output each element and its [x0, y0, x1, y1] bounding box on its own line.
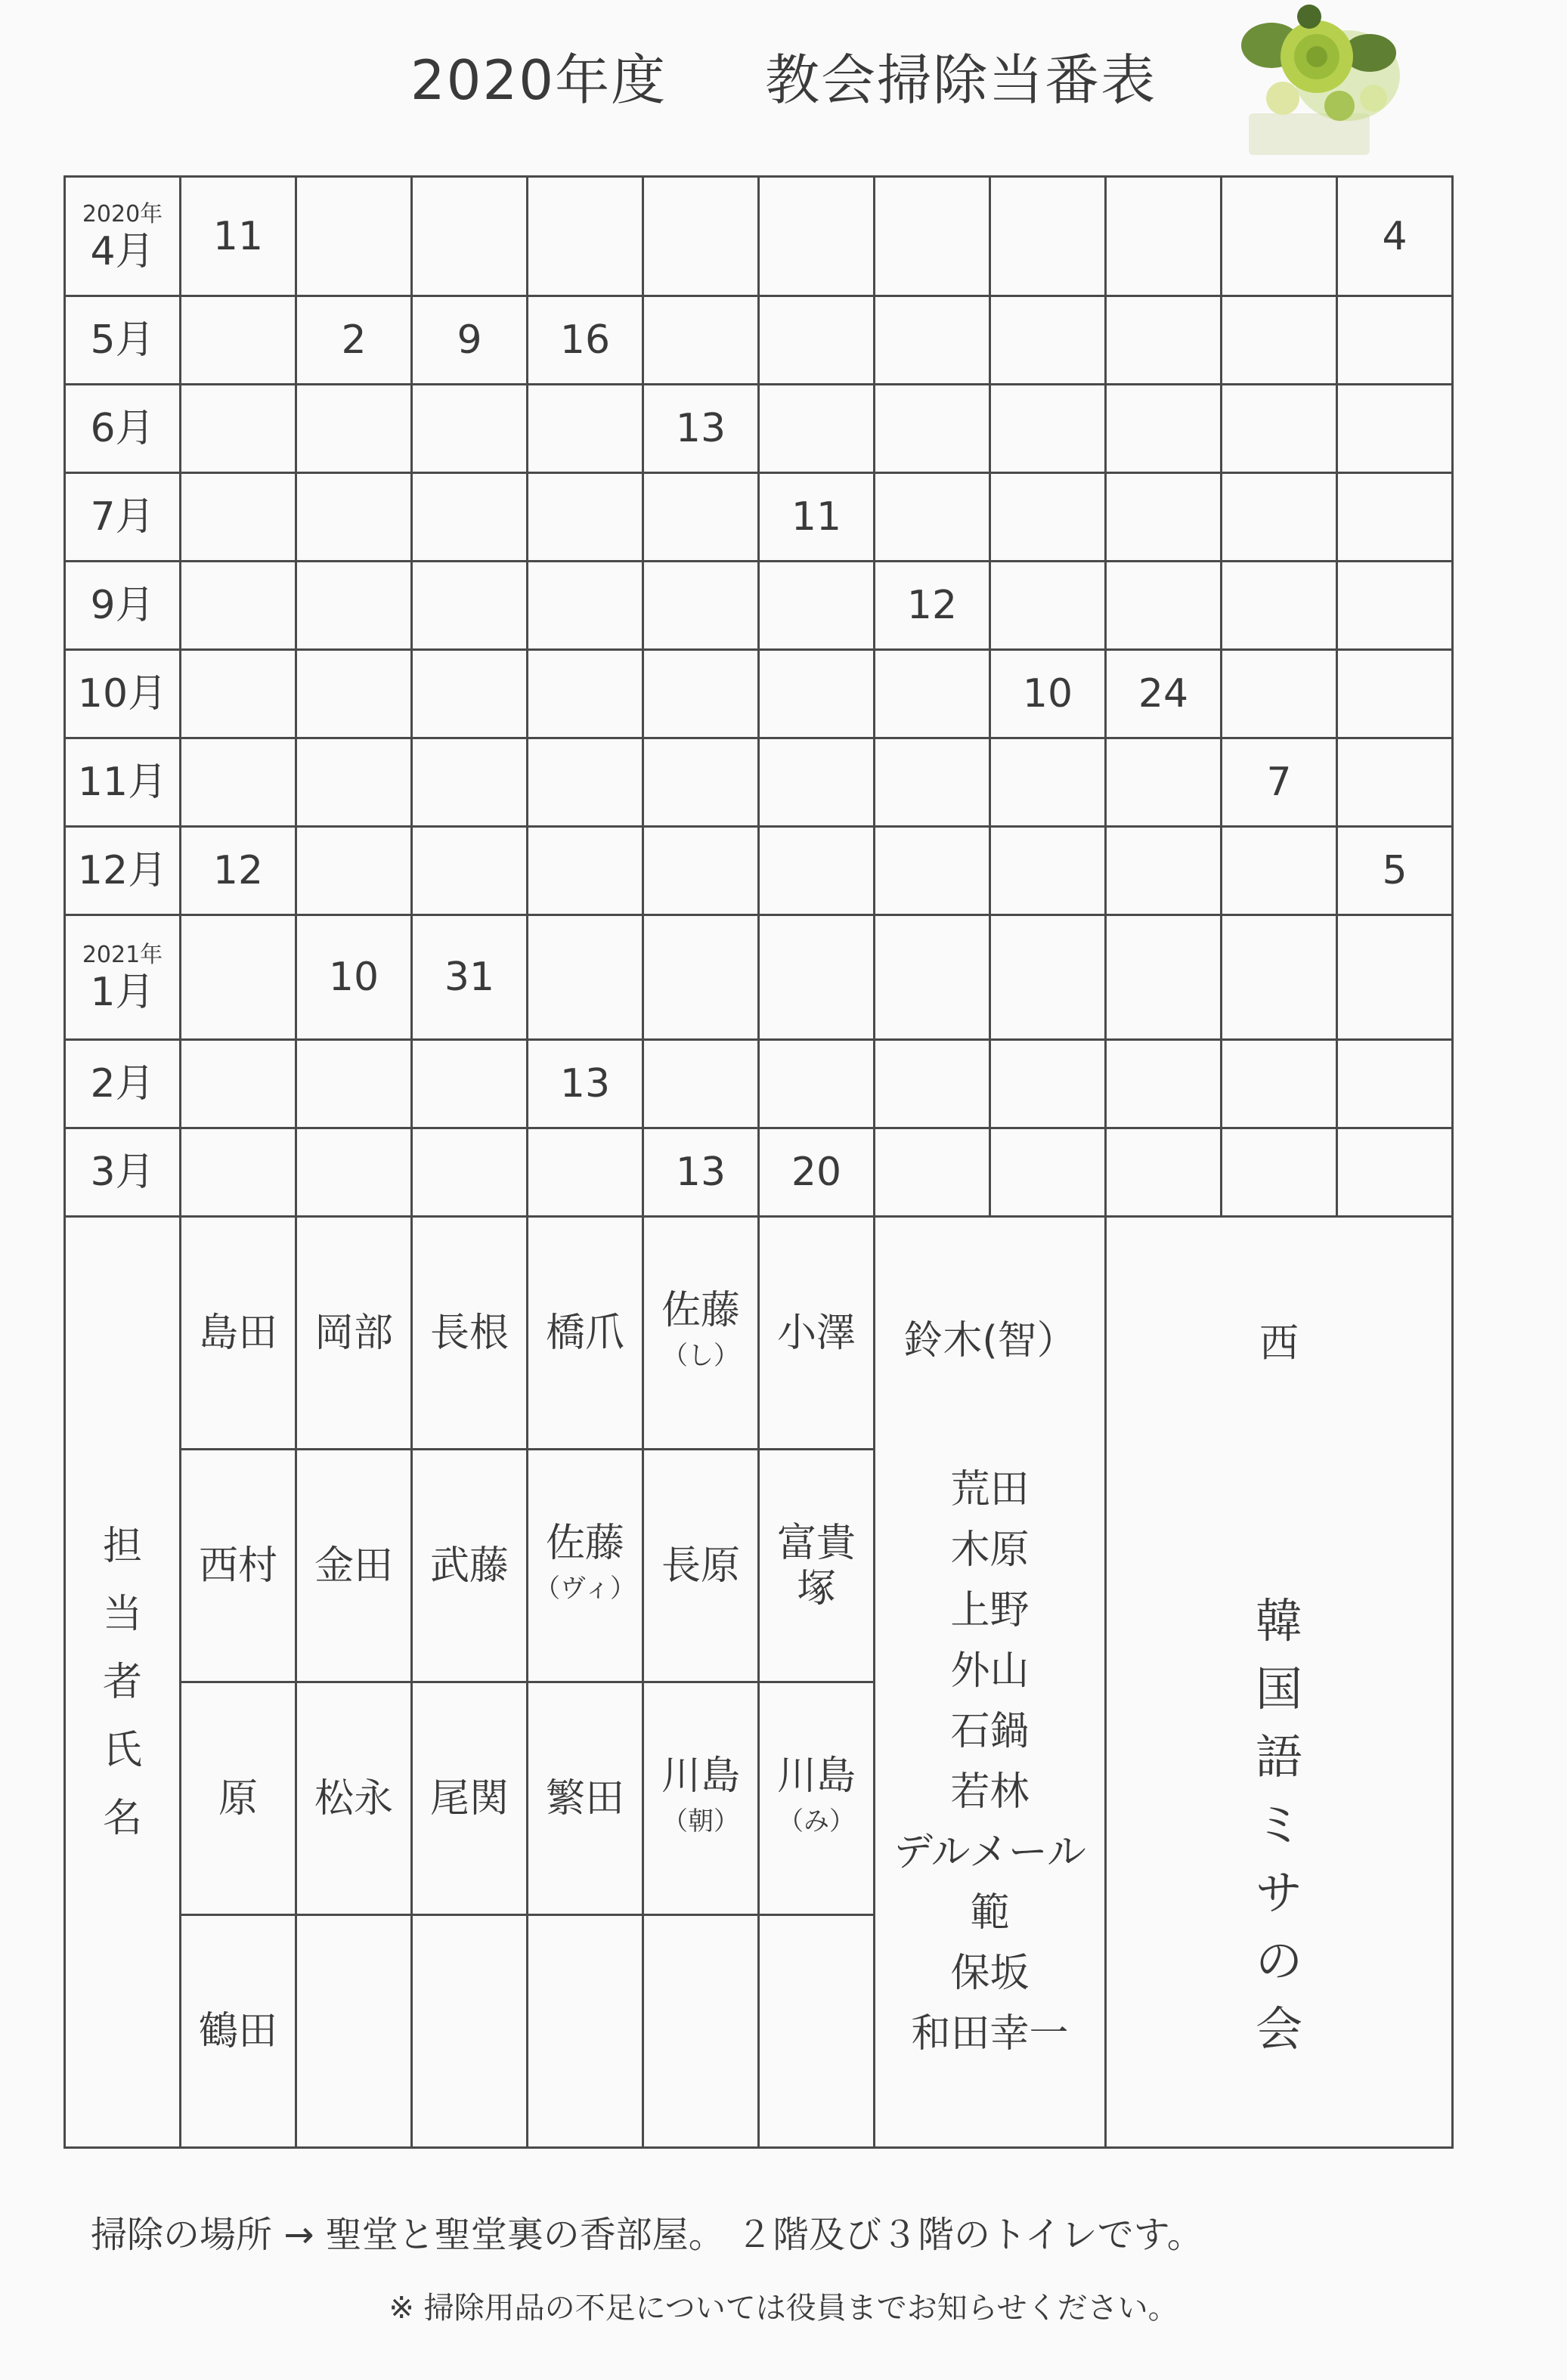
- month-label: 12月: [77, 848, 168, 893]
- names-label-char: 名: [102, 1795, 142, 1841]
- name-cell: 繁田: [528, 1682, 643, 1915]
- duty-date-cell: [643, 738, 759, 827]
- duty-date-cell: [875, 915, 990, 1040]
- duty-date-cell: 10: [990, 650, 1106, 738]
- month-label-cell: [65, 562, 181, 650]
- duty-date-cell: 31: [412, 915, 528, 1040]
- duty-date-cell: [990, 827, 1106, 915]
- duty-date-cell: 13: [643, 385, 759, 473]
- duty-date-cell: [875, 650, 990, 738]
- duty-date-cell: [759, 1040, 875, 1128]
- duty-date-cell: [181, 1040, 296, 1128]
- duty-date-cell: [875, 827, 990, 915]
- duty-date-cell: [1222, 827, 1337, 915]
- duty-date-cell: 9: [412, 296, 528, 385]
- duty-date-cell: [528, 915, 643, 1040]
- korean-group-cell: [1106, 1217, 1453, 2148]
- duty-date-cell: [1222, 296, 1337, 385]
- duty-date-cell: [528, 650, 643, 738]
- duty-date-cell: [1337, 296, 1453, 385]
- duty-date-cell: [296, 473, 412, 562]
- duty-date-cell: [1337, 473, 1453, 562]
- duty-date-cell: [412, 385, 528, 473]
- duty-date-cell: [643, 1040, 759, 1128]
- month-row: [65, 827, 1453, 915]
- duty-date-cell: [181, 473, 296, 562]
- name-cell: 長根: [412, 1217, 528, 1450]
- duty-date-cell: [759, 738, 875, 827]
- month-label-cell: [65, 650, 181, 738]
- duty-date-cell: 7: [1222, 738, 1337, 827]
- duty-date-cell: [1106, 473, 1222, 562]
- duty-date-cell: [1106, 296, 1222, 385]
- duty-date-cell: [643, 650, 759, 738]
- duty-date-cell: [643, 915, 759, 1040]
- duty-date-cell: [990, 385, 1106, 473]
- duty-date-cell: [1106, 562, 1222, 650]
- duty-date-cell: [296, 738, 412, 827]
- names-label-char: 氏: [102, 1727, 142, 1773]
- group-member: 若林: [950, 1769, 1030, 1815]
- duty-date-cell: [412, 738, 528, 827]
- cleaning-location-note: 掃除の場所 → 聖堂と聖堂裏の香部屋。 ２階及び３階のトイレです。: [91, 2214, 1203, 2256]
- duty-date-cell: [1106, 915, 1222, 1040]
- duty-date-cell: [990, 296, 1106, 385]
- duty-date-cell: [990, 1128, 1106, 1217]
- duty-date-cell: [1222, 1128, 1337, 1217]
- name-cell: 松永: [296, 1682, 412, 1915]
- name-cell: 川島 （み）: [759, 1682, 875, 1915]
- duty-date-cell: 2: [296, 296, 412, 385]
- korean-header: 西: [1259, 1321, 1299, 1366]
- korean-group-label: [1107, 1587, 1451, 2063]
- name-cell: 佐藤 （ヴィ）: [528, 1450, 643, 1682]
- names-label-char: 者: [102, 1659, 142, 1705]
- korean-label-char: の: [1255, 1933, 1302, 1988]
- name-cell: 西村: [181, 1450, 296, 1682]
- duty-date-cell: [759, 562, 875, 650]
- duty-date-cell: [181, 1128, 296, 1217]
- group-member: 和田幸一: [911, 2010, 1069, 2057]
- names-label-char: 当: [102, 1591, 142, 1637]
- month-row: [65, 650, 1453, 738]
- duty-date-cell: [643, 177, 759, 296]
- duty-date-cell: 20: [759, 1128, 875, 1217]
- duty-date-cell: [1222, 473, 1337, 562]
- duty-date-cell: [528, 177, 643, 296]
- duty-date-cell: [412, 177, 528, 296]
- name-cell: 尾関: [412, 1682, 528, 1915]
- duty-date-cell: [643, 562, 759, 650]
- duty-date-cell: [990, 1040, 1106, 1128]
- duty-date-cell: [296, 1040, 412, 1128]
- month-row: [65, 177, 1453, 296]
- month-label-cell: [65, 915, 181, 1040]
- duty-date-cell: [528, 1128, 643, 1217]
- duty-date-cell: [528, 385, 643, 473]
- duty-date-cell: [759, 827, 875, 915]
- group-header: 鈴木(智）: [903, 1317, 1076, 1363]
- duty-date-cell: [875, 177, 990, 296]
- duty-date-cell: [990, 177, 1106, 296]
- duty-date-cell: [181, 915, 296, 1040]
- group-member: デルメール: [893, 1829, 1086, 1875]
- duty-date-cell: [296, 385, 412, 473]
- duty-date-cell: [1337, 1040, 1453, 1128]
- empty-name-cell: [412, 1915, 528, 2148]
- names-label: [66, 1512, 179, 1852]
- duty-date-cell: 12: [875, 562, 990, 650]
- duty-date-cell: [875, 1128, 990, 1217]
- duty-date-cell: [1106, 177, 1222, 296]
- duty-date-cell: [181, 562, 296, 650]
- month-label-cell: [65, 1128, 181, 1217]
- month-label-cell: [65, 738, 181, 827]
- korean-label-char: サ: [1255, 1865, 1302, 1920]
- month-row: [65, 1128, 1453, 1217]
- duty-date-cell: [1106, 1040, 1222, 1128]
- group-member: 範: [970, 1889, 1010, 1936]
- month-label-cell: [65, 473, 181, 562]
- month-label: 11月: [77, 760, 168, 805]
- duty-date-cell: [1106, 1128, 1222, 1217]
- duty-date-cell: 5: [1337, 827, 1453, 915]
- duty-date-cell: [875, 738, 990, 827]
- duty-date-cell: [181, 385, 296, 473]
- duty-date-cell: 24: [1106, 650, 1222, 738]
- duty-date-cell: 13: [643, 1128, 759, 1217]
- duty-date-cell: 16: [528, 296, 643, 385]
- name-cell: 小澤: [759, 1217, 875, 1450]
- title-year: 2020年度: [410, 48, 667, 112]
- names-label-char: 担: [102, 1523, 142, 1569]
- duty-date-cell: [296, 650, 412, 738]
- month-row: [65, 296, 1453, 385]
- name-cell: 橋爪: [528, 1217, 643, 1450]
- duty-date-cell: [990, 738, 1106, 827]
- duty-date-cell: [643, 827, 759, 915]
- month-label: 10月: [77, 671, 168, 716]
- duty-date-cell: [296, 177, 412, 296]
- empty-name-cell: [296, 1915, 412, 2148]
- name-cell: 鶴田: [181, 1915, 296, 2148]
- duty-date-cell: [1222, 177, 1337, 296]
- name-cell: 武藤: [412, 1450, 528, 1682]
- month-row: [65, 562, 1453, 650]
- duty-date-cell: [990, 473, 1106, 562]
- name-cell: 富貴塚: [759, 1450, 875, 1682]
- month-label-cell: [65, 296, 181, 385]
- group-member: 上野: [950, 1587, 1030, 1633]
- month-row: [65, 738, 1453, 827]
- duty-date-cell: [528, 827, 643, 915]
- cleaning-schedule-table: [63, 175, 1454, 2149]
- group-member: 石鍋: [950, 1708, 1030, 1754]
- duty-date-cell: [1106, 827, 1222, 915]
- title-main: 教会掃除当番表: [765, 48, 1157, 112]
- duty-date-cell: [1337, 738, 1453, 827]
- duty-date-cell: [875, 473, 990, 562]
- duty-date-cell: 11: [181, 177, 296, 296]
- duty-date-cell: [643, 473, 759, 562]
- duty-date-cell: [1222, 1040, 1337, 1128]
- month-label-cell: [65, 177, 181, 296]
- month-label: 1月: [90, 970, 155, 1015]
- duty-date-cell: [181, 738, 296, 827]
- month-row: [65, 473, 1453, 562]
- month-label-cell: [65, 385, 181, 473]
- month-label: 6月: [90, 406, 155, 451]
- duty-date-cell: [528, 473, 643, 562]
- duty-date-cell: [412, 562, 528, 650]
- name-cell: 川島 （朝）: [643, 1682, 759, 1915]
- duty-date-cell: 11: [759, 473, 875, 562]
- empty-name-cell: [759, 1915, 875, 2148]
- duty-date-cell: [759, 296, 875, 385]
- name-cell: 原: [181, 1682, 296, 1915]
- group-member: 保坂: [950, 1950, 1030, 1996]
- flower-bouquet-image: [1219, 0, 1408, 159]
- month-row: [65, 915, 1453, 1040]
- duty-date-cell: [759, 915, 875, 1040]
- empty-name-cell: [643, 1915, 759, 2148]
- duty-date-cell: [875, 385, 990, 473]
- year-label: 2020年: [82, 200, 163, 227]
- duty-date-cell: [875, 296, 990, 385]
- duty-date-cell: [1337, 1128, 1453, 1217]
- name-cell: 金田: [296, 1450, 412, 1682]
- month-label: 2月: [90, 1061, 155, 1106]
- name-cell: 岡部: [296, 1217, 412, 1450]
- korean-label-char: 語: [1255, 1729, 1302, 1784]
- duty-date-cell: [528, 738, 643, 827]
- duty-date-cell: [528, 562, 643, 650]
- duty-date-cell: [990, 915, 1106, 1040]
- month-row: [65, 385, 1453, 473]
- duty-date-cell: [296, 827, 412, 915]
- duty-date-cell: [296, 1128, 412, 1217]
- duty-date-cell: [1222, 915, 1337, 1040]
- empty-name-cell: [528, 1915, 643, 2148]
- duty-date-cell: [759, 650, 875, 738]
- month-label-cell: [65, 1040, 181, 1128]
- duty-date-cell: [1337, 562, 1453, 650]
- duty-date-cell: [1337, 915, 1453, 1040]
- duty-date-cell: [1222, 385, 1337, 473]
- month-label: 9月: [90, 583, 155, 628]
- duty-date-cell: 4: [1337, 177, 1453, 296]
- duty-date-cell: [1337, 385, 1453, 473]
- name-cell: 長原: [643, 1450, 759, 1682]
- duty-date-cell: 10: [296, 915, 412, 1040]
- group-member: 木原: [950, 1527, 1030, 1573]
- duty-date-cell: [181, 650, 296, 738]
- duty-date-cell: [875, 1040, 990, 1128]
- korean-label-char: 国: [1255, 1661, 1302, 1716]
- duty-date-cell: [1337, 650, 1453, 738]
- year-label: 2021年: [82, 942, 163, 968]
- duty-date-cell: [412, 827, 528, 915]
- duty-date-cell: [296, 562, 412, 650]
- duty-date-cell: 12: [181, 827, 296, 915]
- month-label: 3月: [90, 1150, 155, 1195]
- duty-date-cell: [1222, 562, 1337, 650]
- group-member-list: [875, 1459, 1104, 2064]
- group-members-cell: [875, 1217, 1106, 2148]
- group-member: 荒田: [950, 1466, 1030, 1512]
- korean-label-char: 会: [1255, 2001, 1302, 2057]
- duty-date-cell: [759, 385, 875, 473]
- duty-date-cell: [412, 473, 528, 562]
- duty-date-cell: [643, 296, 759, 385]
- duty-date-cell: [1106, 385, 1222, 473]
- month-label: 7月: [90, 494, 155, 540]
- duty-date-cell: [412, 650, 528, 738]
- month-row: [65, 1040, 1453, 1128]
- duty-date-cell: [1106, 738, 1222, 827]
- duty-date-cell: [759, 177, 875, 296]
- names-label-cell: [65, 1217, 181, 2148]
- month-label: 5月: [90, 317, 155, 363]
- duty-date-cell: 13: [528, 1040, 643, 1128]
- supplies-note: ※ 掃除用品の不足については役員までお知らせください。: [389, 2291, 1178, 2326]
- name-cell: 島田: [181, 1217, 296, 1450]
- duty-date-cell: [990, 562, 1106, 650]
- korean-label-char: 韓: [1255, 1593, 1302, 1648]
- duty-date-cell: [412, 1128, 528, 1217]
- month-label: 4月: [90, 228, 155, 274]
- month-label-cell: [65, 827, 181, 915]
- duty-date-cell: [1222, 650, 1337, 738]
- duty-date-cell: [181, 296, 296, 385]
- name-cell: 佐藤 （し）: [643, 1217, 759, 1450]
- duty-date-cell: [412, 1040, 528, 1128]
- korean-label-char: ミ: [1255, 1797, 1302, 1852]
- group-member: 外山: [950, 1648, 1030, 1694]
